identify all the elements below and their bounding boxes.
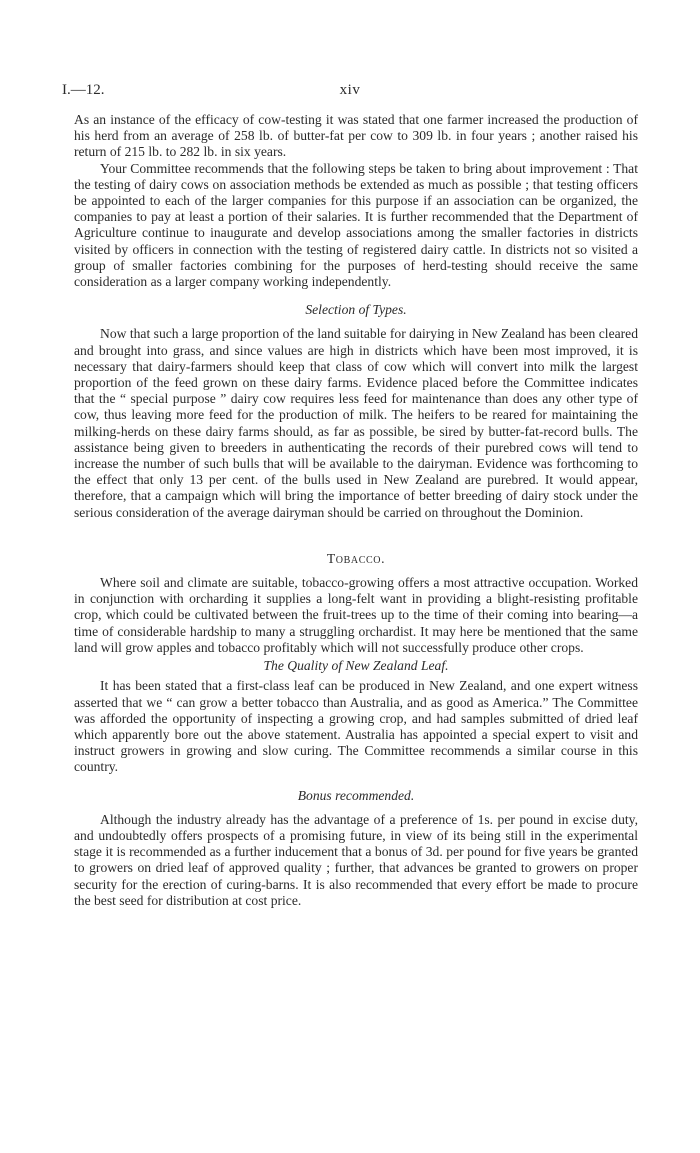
paragraph-quality-of-leaf: It has been stated that a first-class leaf can be produced in New Zealand, and one expert witness asserted that we “ can grow a better tobacco than Australia, and as good as America.” The Committee was afforded the opportunity of inspecting a growing crop, and had samples submitted of dried leaf which apparently bore out the above statement. Australia has appointed a special expert to visit and instruct growers in growing and slow curing. The Committee recommends a similar course in this country. xyxy=(74,678,638,775)
document-reference: I.—12. xyxy=(62,82,105,98)
heading-tobacco: Tobacco. xyxy=(326,550,386,566)
paragraph-cow-testing-instance: As an instance of the efficacy of cow-testing it was stated that one farmer increased the production of his herd from an average of 258 lb. of butter-fat per cow to 309 lb. in four years ; another raised his return of 215 lb. to 282 lb. in six years. xyxy=(74,112,638,160)
heading-selection-of-types: Selection of Types. xyxy=(305,302,407,318)
document-body xyxy=(74,112,638,909)
heading-bonus-recommended: Bonus recommended. xyxy=(297,787,415,803)
heading-quality-of-leaf: The Quality of New Zealand Leaf. xyxy=(263,658,449,674)
paragraph-tobacco: Where soil and climate are suitable, tobacco-growing offers a most attractive occupation. Worked in conjunction with orcharding it supplies a long-felt want in providing a blight-resisting profitable crop, which could be cultivated between the fruit-trees up to the time of their coming into bearing—a time of considerable hardship to many a struggling orchardist. It may here be mentioned that the same land will grow apples and tobacco profitably which will not successfully produce other crops. xyxy=(74,575,638,655)
paragraph-bonus-recommended: Although the industry already has the advantage of a preference of 1s. per pound in excise duty, and undoubtedly offers prospects of a promising future, in view of its being still in the experimental stage it is recommended as a further inducement that a bonus of 3d. per pound for five years be granted to growers on dried leaf of approved quality ; further, that advances be granted to growers on proper security for the erection of curing-barns. It is also recommended that every effort be made to procure the best seed for distribution at cost price. xyxy=(74,811,638,908)
page-number: xiv xyxy=(339,82,361,98)
paragraph-committee-recommendations: Your Committee recommends that the following steps be taken to bring about improvement : That the testing of dairy cows on association methods be extended as much as possible ; that testing officers be appointed to each of the larger companies for this purpose if an association can be organized, the companies to pay at least a portion of their salaries. It is further recommended that the Department of Agriculture continue to inaugurate and develop associations among the smaller factories in districts visited by officers in connection with the testing of registered dairy cattle. In districts not so visited a group of smaller factories combining for the purposes of herd-testing should receive the same consideration as a larger company working independently. xyxy=(74,160,638,290)
page-header xyxy=(62,82,638,104)
paragraph-selection-of-types: Now that such a large proportion of the land suitable for dairying in New Zealand has been cleared and brought into grass, and since values are high in districts which have been most improved, it is necessary that dairy-farmers should keep that class of cow which will convert into milk the largest proportion of the feed grown on these dairy farms. Evidence placed before the Committee indicates that the “ special purpose ” dairy cow requires less feed for maintenance than does any other type of cow, thus leaving more feed for the production of milk. The heifers to be reared for maintaining the milking-herds on these dairy farms should, as far as possible, be sired by butter-fat-record bulls. The assistance being given to breeders in authenticating the records of their purebred cows will tend to increase the number of such bulls that will be available to the dairyman. Evidence was forthcoming to the effect that only 13 per cent. of the bulls used in New Zealand are purebred. It would appear, therefore, that a campaign which will bring the importance of better breeding of dairy stock under the serious consideration of the average dairyman should be carried on throughout the Dominion. xyxy=(74,326,638,520)
